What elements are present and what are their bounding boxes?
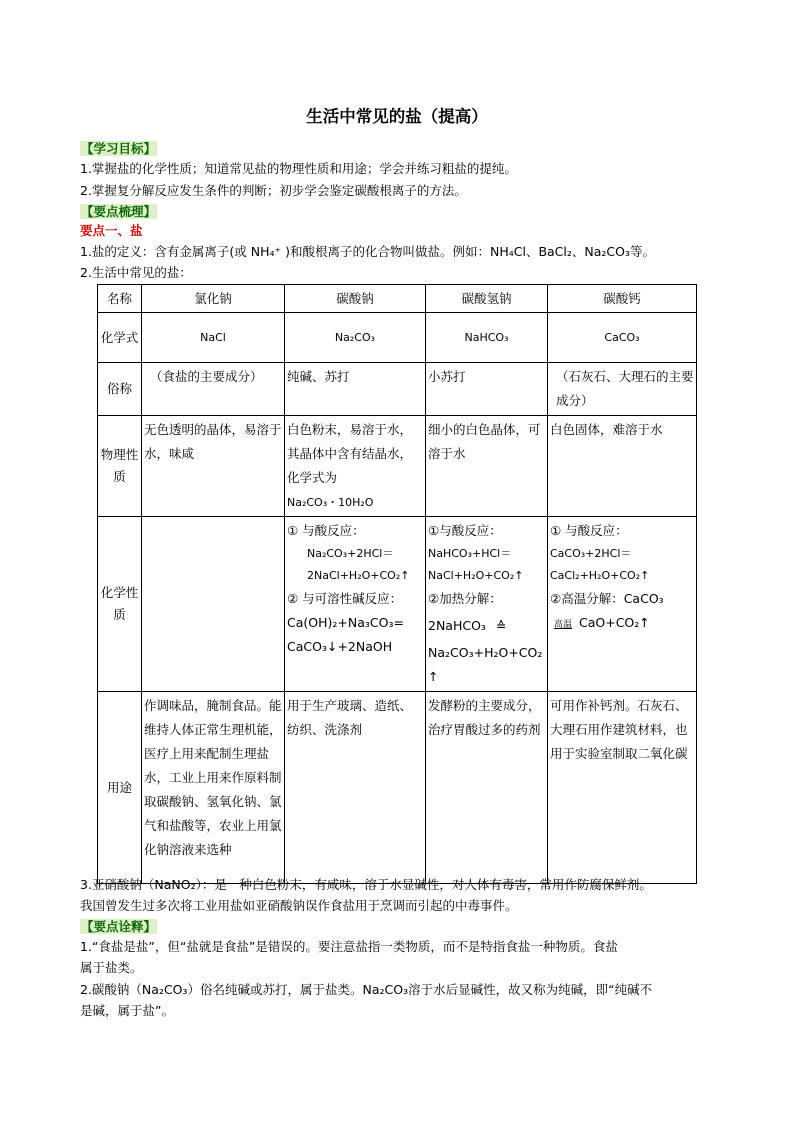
chem-na2co3-line-5: Ca(OH)₂+Na₃CO₃= [287,615,404,630]
chem-nahco3-line-1: ①与酸反应： [428,523,502,538]
explain-heading-label: 【要点诠释】 [81,919,157,934]
row-label-common: 俗称 [98,363,142,416]
common-caco3: （石灰石、大理石的主要成分） [548,363,697,416]
formula-caco3: CaCO₃ [548,313,697,363]
chem-nahco3-line-5 [428,611,545,641]
table-row-chemical [98,517,697,692]
chem-na2co3-line-3: 2NaCl+H₂O+CO₂↑ [307,569,410,582]
chem-na2co3-line-4: ② 与可溶性碱反应： [287,591,403,606]
goals-heading [80,140,157,158]
physical-na2co3 [285,416,426,517]
explain-p1-line-2: 属于盐类。 [80,960,143,975]
use-caco3: 可用作补钙剂。石灰石、大理石用作建筑材料，也用于实验室制取二氧化碳 [548,692,697,884]
header-na2co3: 碳酸钠 [285,285,426,313]
common-nahco3: 小苏打 [426,363,548,416]
common-salts-intro: 2.生活中常见的盐： [80,265,192,280]
salt-definition: 1.盐的定义：含有金属离子(或 NH₄⁺ )和酸根离子的化合物叫做盐。例如：NH₄Cl、BaCl₂、Na₂CO₃等。 [80,244,655,259]
use-na2co3: 用于生产玻璃、造纸、纺织、洗涤剂 [285,692,426,884]
chem-na2co3-line-1: ① 与酸反应： [287,523,365,538]
chem-caco3-line-3: CaCl₂+H₂O+CO₂↑ [550,569,650,582]
header-name: 名称 [98,285,142,313]
physical-nacl: 无色透明的晶体，易溶于水，味咸 [142,416,285,517]
chem-caco3-line-1: ① 与酸反应： [550,523,628,538]
table-row-formula [98,313,697,363]
chem-caco3-line-5 [550,611,694,637]
formula-nacl: NaCl [142,313,285,363]
nitrite-line-1: 3.亚硝酸钠（NaNO₂）：是一种白色粉末，有咸味，溶于水显碱性，对人体有毒害，常用作防腐保鲜剂。 [80,877,652,892]
chem-na2co3-line-2: Na₂CO₃+2HCl＝ [307,547,394,560]
use-nacl: 作调味品，腌制食品。能维持人体正常生理机能，医疗上用来配制生理盐水，工业上用来作原料制取碳酸钠、氢氧化钠、氯气和盐酸等，农业上用氯化钠溶液来选种 [142,692,285,884]
chem-caco3-product: CaO+CO₂↑ [579,615,650,630]
explain-p2-line-2: 是碱，属于盐”。 [80,1003,174,1018]
chemical-nahco3 [426,517,548,692]
row-label-uses: 用途 [98,692,142,884]
chem-nahco3-line-2: NaHCO₃+HCl＝ [428,547,512,560]
section-1-title: 要点一、盐 [80,223,143,238]
goal-item-2: 2.掌握复分解反应发生条件的判断；初步学会鉴定碳酸根离子的方法。 [80,183,467,198]
points-heading [80,203,157,221]
physical-caco3: 白色固体，难溶于水 [548,416,697,517]
explain-heading [80,918,157,936]
common-nacl: （食盐的主要成分） [142,363,285,416]
use-nahco3: 发酵粉的主要成分，治疗胃酸过多的药剂 [426,692,548,884]
table-header-row [98,285,697,313]
heat-sign: ≙ [495,618,507,633]
row-label-formula: 化学式 [98,313,142,363]
chem-caco3-line-2: CaCO₃+2HCl＝ [550,547,632,560]
row-label-physical: 物理性质 [98,416,142,517]
chem-caco3-line-4: ②高温分解：CaCO₃ [550,591,664,606]
chem-nahco3-line-4: ②加热分解： [428,591,502,606]
page-title: 生活中常见的盐（提高） [306,107,488,126]
formula-nahco3: NaHCO₃ [426,313,548,363]
chem-nahco3-reactant: 2NaHCO₃ [428,618,486,633]
header-caco3: 碳酸钙 [548,285,697,313]
physical-nahco3: 细小的白色晶体，可溶于水 [426,416,548,517]
chemical-nacl [142,517,285,692]
explain-p2-line-1: 2.碳酸钠（Na₂CO₃）俗名纯碱或苏打，属于盐类。Na₂CO₃溶于水后显碱性，故又称为纯碱，即“纯碱不 [80,982,653,997]
table-row-common-name [98,363,697,416]
header-nahco3: 碳酸氢钠 [426,285,548,313]
salt-table [97,284,697,884]
table-row-physical [98,416,697,517]
chemical-na2co3 [285,517,426,692]
chem-nahco3-line-3: NaCl+H₂O+CO₂↑ [428,569,524,582]
physical-na2co3-formula: Na₂CO₃・10H₂O [287,496,374,509]
nitrite-line-2: 我国曾发生过多次将工业用盐如亚硝酸钠误作食盐用于烹调而引起的中毒事件。 [80,898,518,913]
chem-nahco3-line-6: Na₂CO₃+H₂O+CO₂↑ [428,645,543,684]
explain-p1-line-1: 1.“食盐是盐”，但“盐就是食盐”是错误的。要注意盐指一类物质，而不是特指食盐一种物质。食盐 [80,939,618,954]
row-label-chemical: 化学性质 [98,517,142,692]
chem-na2co3-line-6: CaCO₃↓+2NaOH [287,639,393,654]
formula-na2co3: Na₂CO₃ [285,313,426,363]
goals-heading-label: 【学习目标】 [81,141,157,156]
table-row-uses [98,692,697,884]
goal-item-1: 1.掌握盐的化学性质；知道常见盐的物理性质和用途；学会并练习粗盐的提纯。 [80,161,517,176]
points-heading-label: 【要点梳理】 [81,204,157,219]
physical-na2co3-text: 白色粉末，易溶于水，其晶体中含有结晶水，化学式为 [287,422,413,485]
header-nacl: 氯化钠 [142,285,285,313]
common-na2co3: 纯碱、苏打 [285,363,426,416]
high-temp-label: 高温 [554,620,573,630]
chemical-caco3 [548,517,697,692]
